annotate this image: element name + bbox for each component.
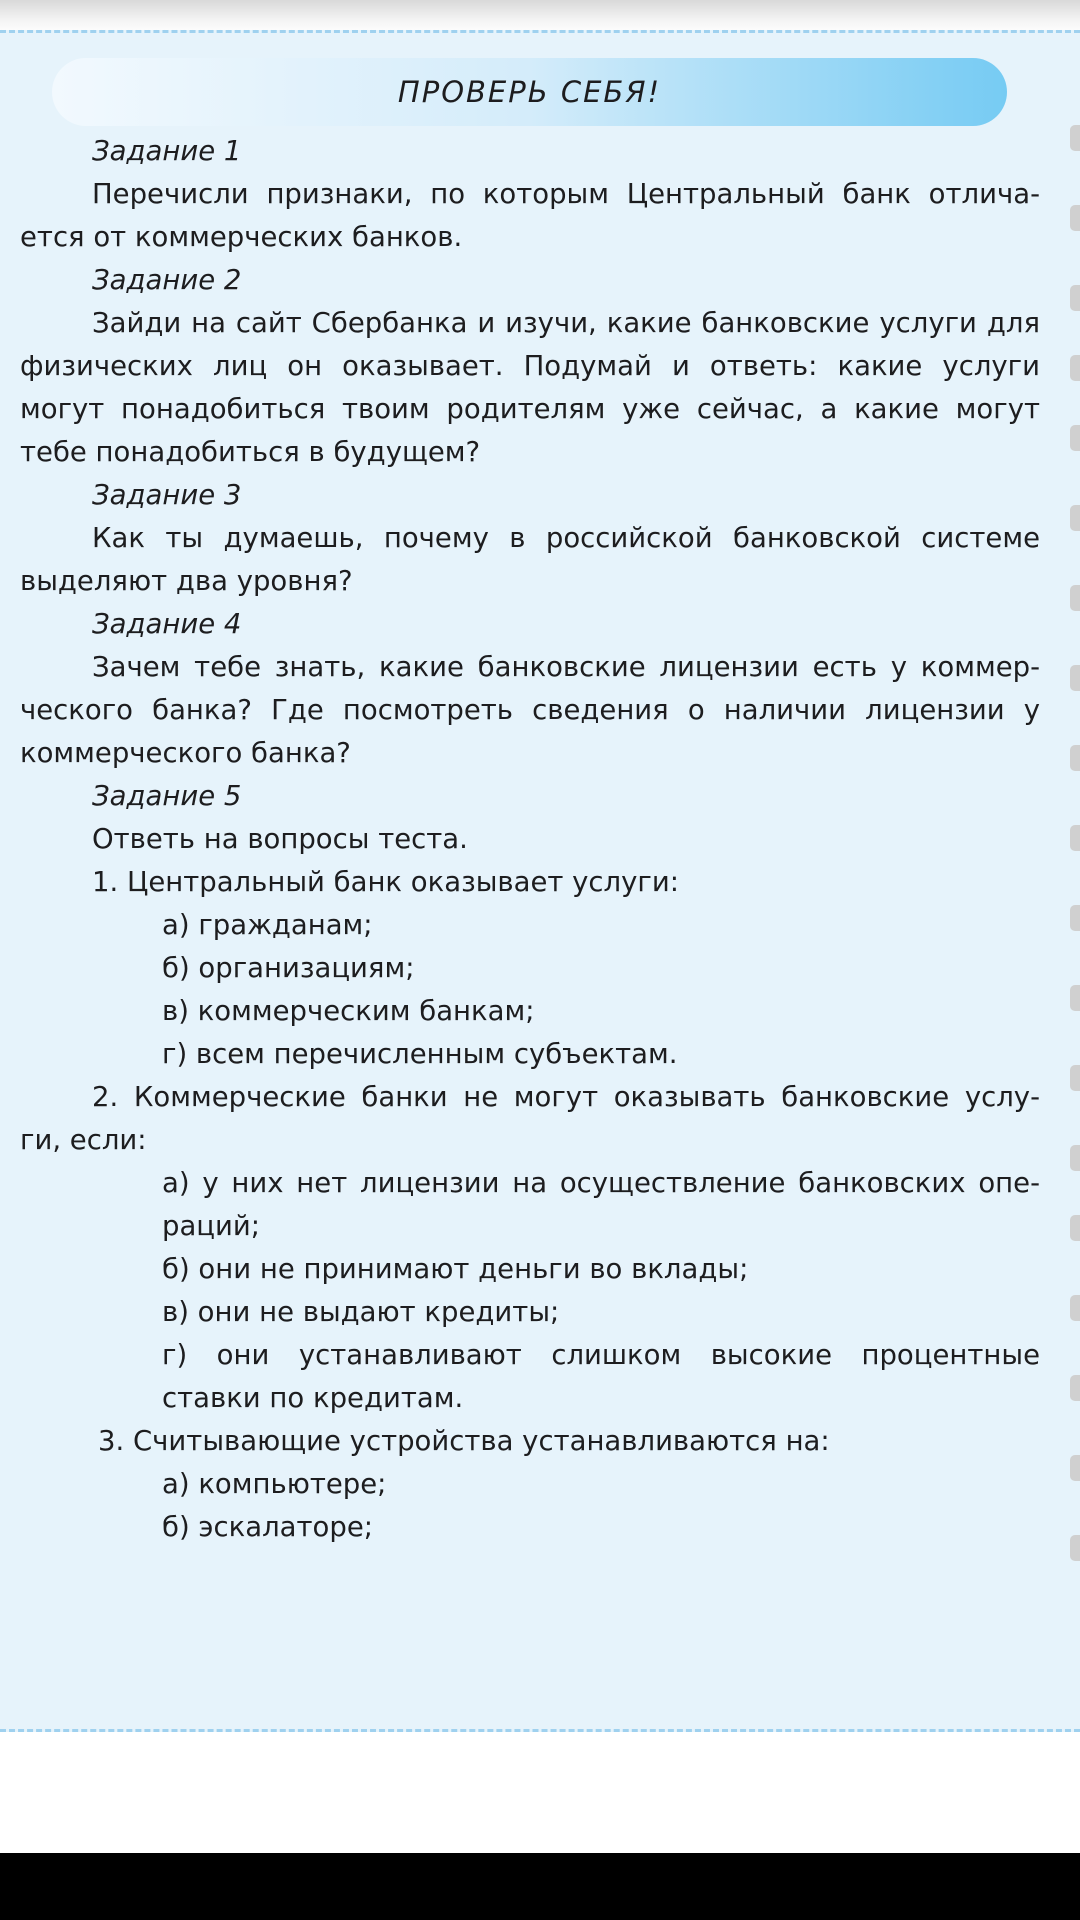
binding-hole xyxy=(1070,905,1080,931)
question-2-line: ги, если: xyxy=(20,1124,147,1156)
binding-hole xyxy=(1070,1535,1080,1561)
task-5-heading: Задание 5 xyxy=(92,780,242,812)
binding-hole xyxy=(1070,1145,1080,1171)
answer-option: б) эскалаторе; xyxy=(162,1511,374,1543)
system-navigation-bar xyxy=(0,1853,1080,1920)
section-header xyxy=(52,58,1007,126)
answer-option: б) организациям; xyxy=(162,952,415,984)
binding-hole xyxy=(1070,745,1080,771)
task-4-line: Зачем тебе знать, какие банковские лицензии есть у коммер- xyxy=(92,651,1040,683)
answer-option: а) гражданам; xyxy=(162,909,373,941)
answer-option: б) они не принимают деньги во вклады; xyxy=(162,1253,749,1285)
task-4-heading: Задание 4 xyxy=(92,608,242,640)
answer-option: в) они не выдают кредиты; xyxy=(162,1296,560,1328)
question-3: 3. Считывающие устройства устанавливаются на: xyxy=(98,1425,830,1457)
binding-hole xyxy=(1070,1215,1080,1241)
task-2-line: могут понадобиться твоим родителям уже сейчас, а какие могут xyxy=(20,393,1040,425)
binding-hole xyxy=(1070,505,1080,531)
task-4-line: ческого банка? Где посмотреть сведения о наличии лицензии у xyxy=(20,694,1040,726)
binding-hole xyxy=(1070,825,1080,851)
task-3-line: выделяют два уровня? xyxy=(20,565,353,597)
section-title: ПРОВЕРЬ СЕБЯ! xyxy=(397,75,662,109)
binding-holes xyxy=(1070,110,1080,1610)
binding-hole xyxy=(1070,1455,1080,1481)
task-2-line: для физических лиц он оказывает. Подумай и ответь: какие услуги xyxy=(20,307,1040,382)
task-1-text xyxy=(20,173,1040,259)
task-4-line: коммерческого банка? xyxy=(20,737,351,769)
binding-hole xyxy=(1070,1375,1080,1401)
question-2 xyxy=(20,1076,1040,1162)
task-2-text xyxy=(20,302,1040,474)
binding-hole xyxy=(1070,355,1080,381)
binding-hole xyxy=(1070,125,1080,151)
binding-hole xyxy=(1070,205,1080,231)
binding-hole xyxy=(1070,1065,1080,1091)
task-2-heading: Задание 2 xyxy=(92,264,242,296)
question-1: 1. Центральный банк оказывает услуги: xyxy=(92,866,679,898)
task-1-line: ется от коммерческих банков. xyxy=(20,221,463,253)
task-5-intro: Ответь на вопросы теста. xyxy=(92,823,468,855)
answer-option-line: г) они устанавливают слишком высокие процентные xyxy=(162,1339,1040,1371)
binding-hole xyxy=(1070,985,1080,1011)
binding-hole xyxy=(1070,665,1080,691)
exercise-content xyxy=(20,130,1040,1549)
answer-option: а) компьютере; xyxy=(162,1468,387,1500)
task-3-heading: Задание 3 xyxy=(92,479,242,511)
answer-option-line: а) у них нет лицензии на осуществление банковских опе- xyxy=(162,1167,1040,1199)
answer-option: г) всем перечисленным субъектам. xyxy=(162,1038,678,1070)
answer-option-line: раций; xyxy=(162,1210,261,1242)
page-top-shadow xyxy=(0,0,1080,34)
task-3-text xyxy=(20,517,1040,603)
task-4-text xyxy=(20,646,1040,775)
task-1-heading: Задание 1 xyxy=(92,135,242,167)
task-2-line: Зайди на сайт Сбербанка и изучи, какие банковские услуги xyxy=(92,307,977,339)
answer-option xyxy=(20,1162,1040,1248)
answer-option: в) коммерческим банкам; xyxy=(162,995,535,1027)
answer-option xyxy=(20,1334,1040,1420)
task-2-line: тебе понадобиться в будущем? xyxy=(20,436,481,468)
binding-hole xyxy=(1070,585,1080,611)
task-1-line: Перечисли признаки, по которым Центральный банк отлича- xyxy=(92,178,1040,210)
binding-hole xyxy=(1070,285,1080,311)
task-3-line: Как ты думаешь, почему в российской банковской системе xyxy=(92,522,1040,554)
binding-hole xyxy=(1070,1295,1080,1321)
binding-hole xyxy=(1070,425,1080,451)
answer-option-line: ставки по кредитам. xyxy=(162,1382,464,1414)
question-2-line: 2. Коммерческие банки не могут оказывать банковские услу- xyxy=(92,1081,1040,1113)
